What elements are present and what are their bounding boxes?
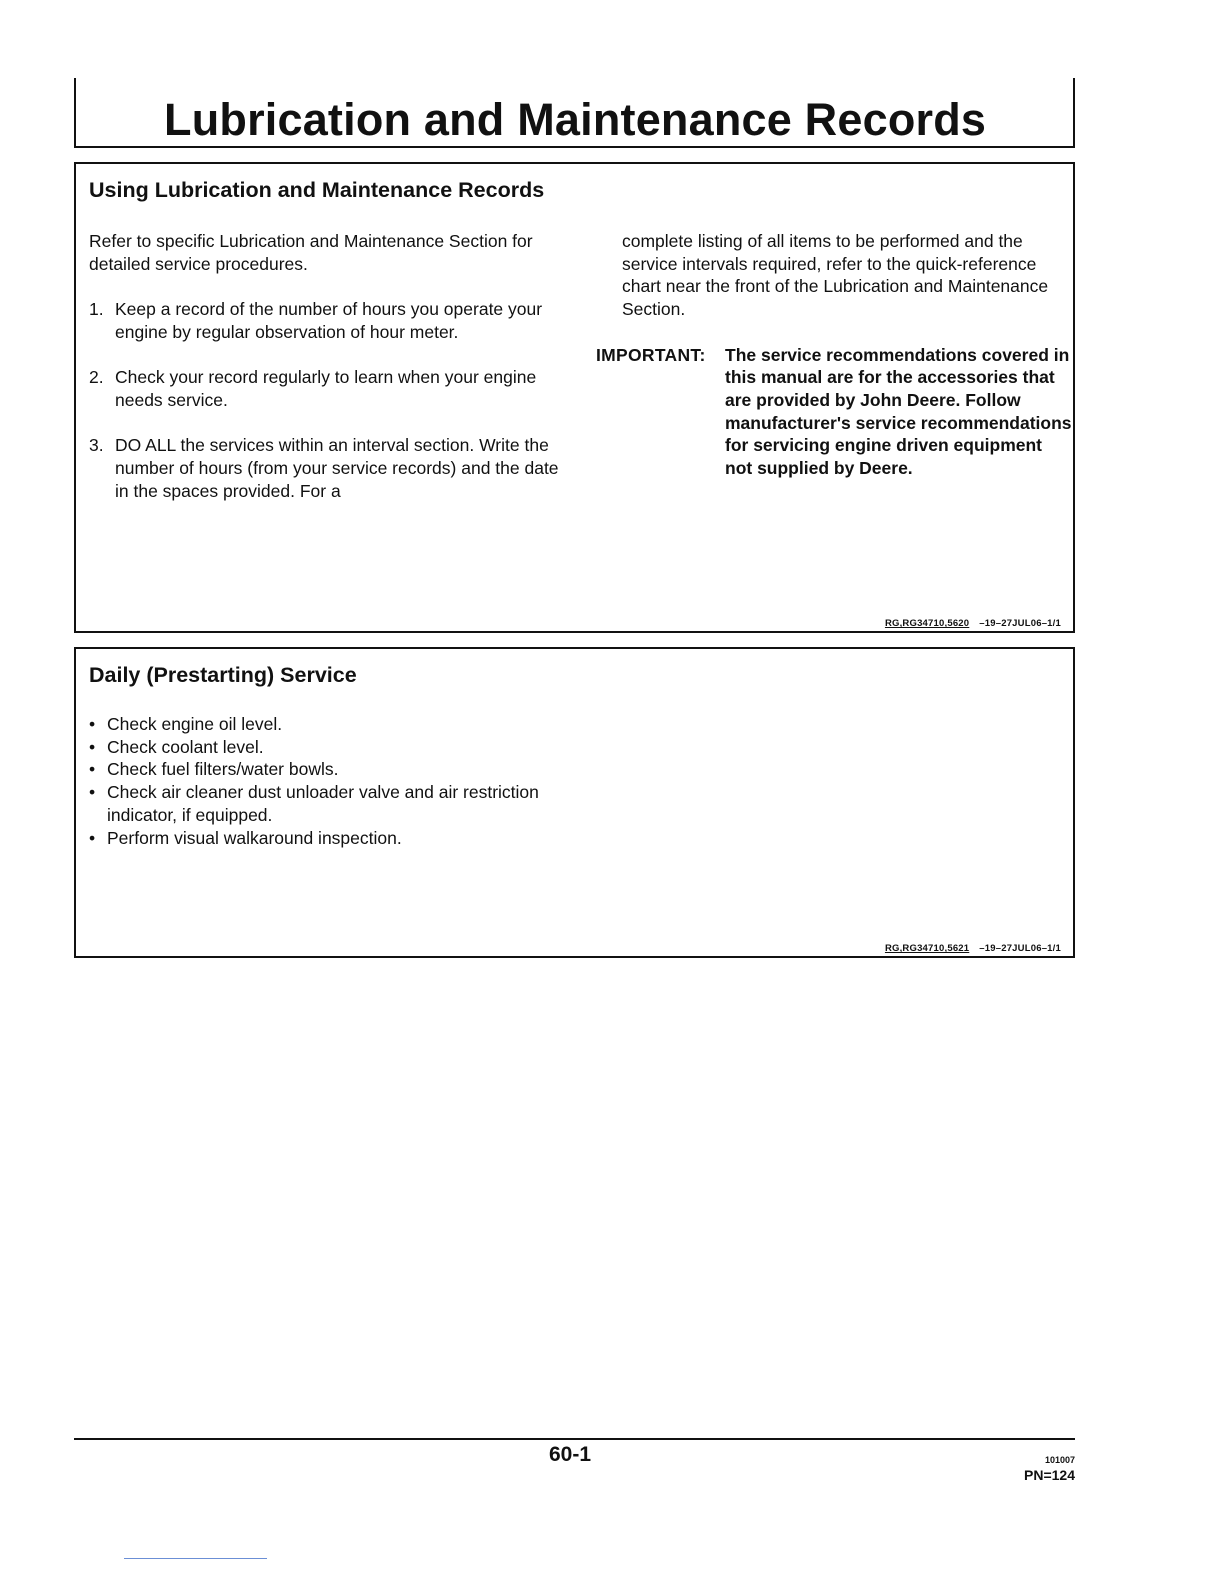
section-heading: Using Lubrication and Maintenance Records [89, 178, 545, 202]
step-item [89, 298, 569, 343]
list-item: • Perform visual walkaround inspection. [89, 827, 609, 850]
page-number: 60-1 [549, 1443, 592, 1466]
continuation-paragraph: complete listing of all items to be performed and the service intervals required, refer to the quick-reference chart near the front of the Lubrication and Maintenance Section. [622, 231, 1049, 320]
reference-code [885, 943, 1061, 954]
page-title: Lubrication and Maintenance Records [164, 94, 987, 145]
list-item: • Check coolant level. [89, 736, 609, 759]
list-item: • Check air cleaner dust unloader valve and air restriction indicator, if equipped. [89, 781, 609, 826]
reference-date: –19–27JUL06–1/1 [979, 943, 1061, 954]
list-item: • Check fuel filters/water bowls. [89, 758, 609, 781]
footer-pn: PN=124 [1024, 1467, 1075, 1483]
step-number: 2. [89, 367, 104, 388]
footer-code: 101007 [1044, 1455, 1075, 1465]
important-text: The service recommendations covered in this manual are for the accessories that are provided by John Deere. Follow manufacturer's service recommendations for servicing engine driven equipment not supplied by Deere. [725, 344, 1072, 479]
intro-paragraph: Refer to specific Lubrication and Maintenance Section for detailed service procedures. [89, 231, 533, 274]
reference-code [885, 618, 1061, 629]
step-item [89, 366, 569, 411]
step-text: DO ALL the services within an interval section. Write the number of hours (from your service records) and the date in the spaces provided. For a [115, 435, 559, 501]
section-heading: Daily (Prestarting) Service [89, 663, 357, 687]
list-item: • Check engine oil level. [89, 713, 609, 736]
step-text: Keep a record of the number of hours you operate your engine by regular observation of hour meter. [115, 299, 543, 342]
bottom-divider [124, 1558, 267, 1559]
reference-id: RG,RG34710,5621 [884, 943, 970, 954]
step-number: 3. [89, 435, 104, 456]
page-title-frame [74, 78, 1075, 148]
reference-id: RG,RG34710,5620 [884, 618, 970, 629]
step-item [89, 434, 569, 502]
section-using-records [74, 162, 1075, 633]
important-label: IMPORTANT: [596, 344, 706, 365]
step-number: 1. [89, 299, 104, 320]
daily-checklist [89, 713, 609, 849]
left-column [89, 230, 569, 502]
right-column [596, 230, 1072, 480]
section-daily-service [74, 647, 1075, 958]
reference-date: –19–27JUL06–1/1 [979, 618, 1061, 629]
step-text: Check your record regularly to learn when your engine needs service. [115, 367, 537, 410]
important-note [596, 344, 1072, 480]
footer-rule [74, 1438, 1075, 1440]
